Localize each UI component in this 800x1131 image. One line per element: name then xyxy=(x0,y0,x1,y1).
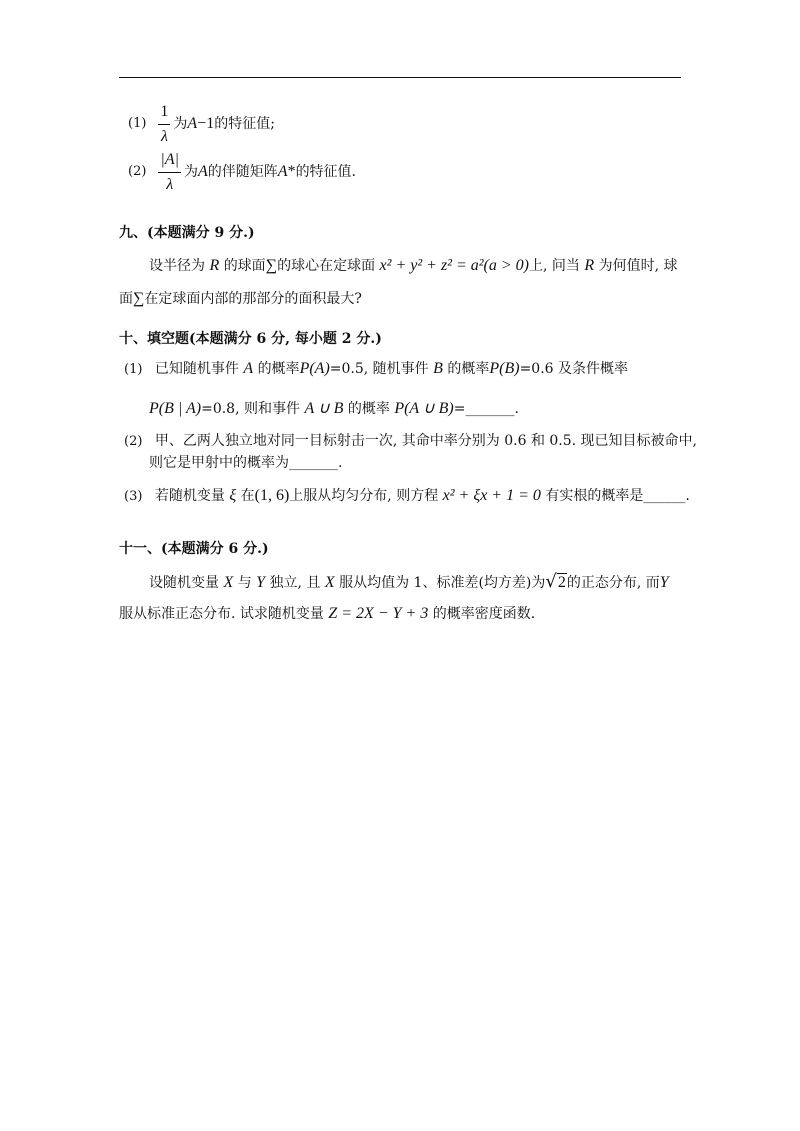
text: 服从均值为 1、标准差(均方差)为 xyxy=(339,575,546,591)
equation: Z = 2X − Y + 3 xyxy=(328,605,429,622)
q10-item-1-line-2 xyxy=(149,399,519,419)
expression: P(B) xyxy=(489,360,520,377)
q10-item-1-line-1 xyxy=(124,359,628,380)
text: 已知随机事件 xyxy=(154,361,239,377)
matrix-symbol: A xyxy=(187,115,198,132)
item-number: (1) xyxy=(128,116,147,131)
variable: Y xyxy=(659,574,669,591)
q10-item-2-line-2: 则它是甲射中的概率为_______. xyxy=(149,455,343,471)
q9-line-1 xyxy=(149,256,678,276)
expression: A ∪ B xyxy=(304,400,344,417)
fraction-numerator: |A| xyxy=(158,149,181,173)
superscript: * xyxy=(287,163,296,180)
fraction xyxy=(158,149,181,196)
text: 的概率 xyxy=(447,361,490,377)
q8-item-1 xyxy=(128,102,275,146)
variable: X xyxy=(223,574,234,591)
item-number: (2) xyxy=(128,164,147,179)
text: 甲、乙两人独立地对同一目标射击一次, 其命中率分别为 0.6 和 0.5. 现已知目标被命中, xyxy=(154,433,698,449)
header-rule xyxy=(119,77,681,78)
text: 设随机变量 xyxy=(149,575,219,591)
variable: R xyxy=(584,257,595,274)
text: 的伴随矩阵 xyxy=(207,164,278,180)
superscript: −1 xyxy=(197,115,215,132)
text: 在 xyxy=(240,488,255,504)
text: =0.8, 则和事件 xyxy=(201,401,300,417)
text: 的正态分布, 而 xyxy=(566,575,660,591)
item-number: (3) xyxy=(124,489,143,504)
square-root xyxy=(545,572,566,593)
q9-title: 九、(本题满分 9 分.) xyxy=(119,225,255,241)
radicand: 2 xyxy=(557,574,566,591)
fraction-denominator: λ xyxy=(160,127,168,145)
variable: B xyxy=(433,360,443,377)
variable: R xyxy=(209,257,220,274)
radical-sign-icon: √ xyxy=(545,571,557,592)
expression: P(A ∪ B) xyxy=(394,400,454,417)
text: 上, 问当 xyxy=(529,258,580,274)
text: 的球面 xyxy=(223,258,266,274)
q9-line-2 xyxy=(119,289,362,309)
variable: X xyxy=(324,574,335,591)
expression: P(B | A) xyxy=(149,400,202,417)
fraction-denominator: λ xyxy=(166,175,174,193)
equation: x² + y² + z² = a²(a > 0) xyxy=(379,257,530,274)
variable: A xyxy=(243,360,254,377)
text: 独立, 且 xyxy=(269,575,321,591)
expression: P(A) xyxy=(299,360,330,377)
q10-item-2-line-1 xyxy=(124,431,697,452)
text: 上服从均匀分布, 则方程 xyxy=(289,488,439,504)
fraction xyxy=(158,101,170,148)
q8-item-2 xyxy=(128,149,356,195)
text: 的概率 xyxy=(347,401,390,417)
text: 服从标准正态分布. 试求随机变量 xyxy=(119,606,324,622)
q11-line-2 xyxy=(119,604,535,624)
q10-title: 十、填空题(本题满分 6 分, 每小题 2 分.) xyxy=(119,331,382,347)
variable: ξ xyxy=(229,487,237,504)
answer-blank: =_______. xyxy=(453,401,519,417)
q11-line-1 xyxy=(149,572,669,593)
sigma-symbol: ∑ xyxy=(265,257,278,274)
text: 面 xyxy=(119,291,133,307)
sigma-symbol: ∑ xyxy=(133,290,145,307)
interval: (1, 6) xyxy=(254,487,290,504)
item-number: (2) xyxy=(124,434,143,449)
fraction-numerator: 1 xyxy=(158,101,170,125)
text: =0.5, 随机事件 xyxy=(329,361,429,377)
text: 与 xyxy=(237,575,252,591)
item-number: (1) xyxy=(124,362,143,377)
text: 为何值时, 球 xyxy=(598,258,678,274)
text: 的概率密度函数. xyxy=(432,606,536,622)
q11-title: 十一、(本题满分 6 分.) xyxy=(119,541,269,557)
variable: Y xyxy=(256,574,266,591)
answer-blank: 有实根的概率是______. xyxy=(545,488,690,504)
text: 若随机变量 xyxy=(154,488,225,504)
matrix-symbol: A xyxy=(277,163,288,180)
text: 的特征值; xyxy=(214,116,275,132)
text: 设半径为 xyxy=(149,258,205,274)
text: 的特征值. xyxy=(295,164,357,180)
q10-item-3 xyxy=(124,486,690,507)
text: =0.6 及条件概率 xyxy=(519,361,629,377)
text: 为 xyxy=(173,116,188,132)
matrix-symbol: A xyxy=(198,163,208,180)
text: 为 xyxy=(184,164,198,180)
equation: x² + ξx + 1 = 0 xyxy=(442,487,541,504)
text: 的球心在定球面 xyxy=(277,258,376,274)
text: 在定球面内部的那部分的面积最大? xyxy=(144,291,362,307)
text: 的概率 xyxy=(257,361,300,377)
